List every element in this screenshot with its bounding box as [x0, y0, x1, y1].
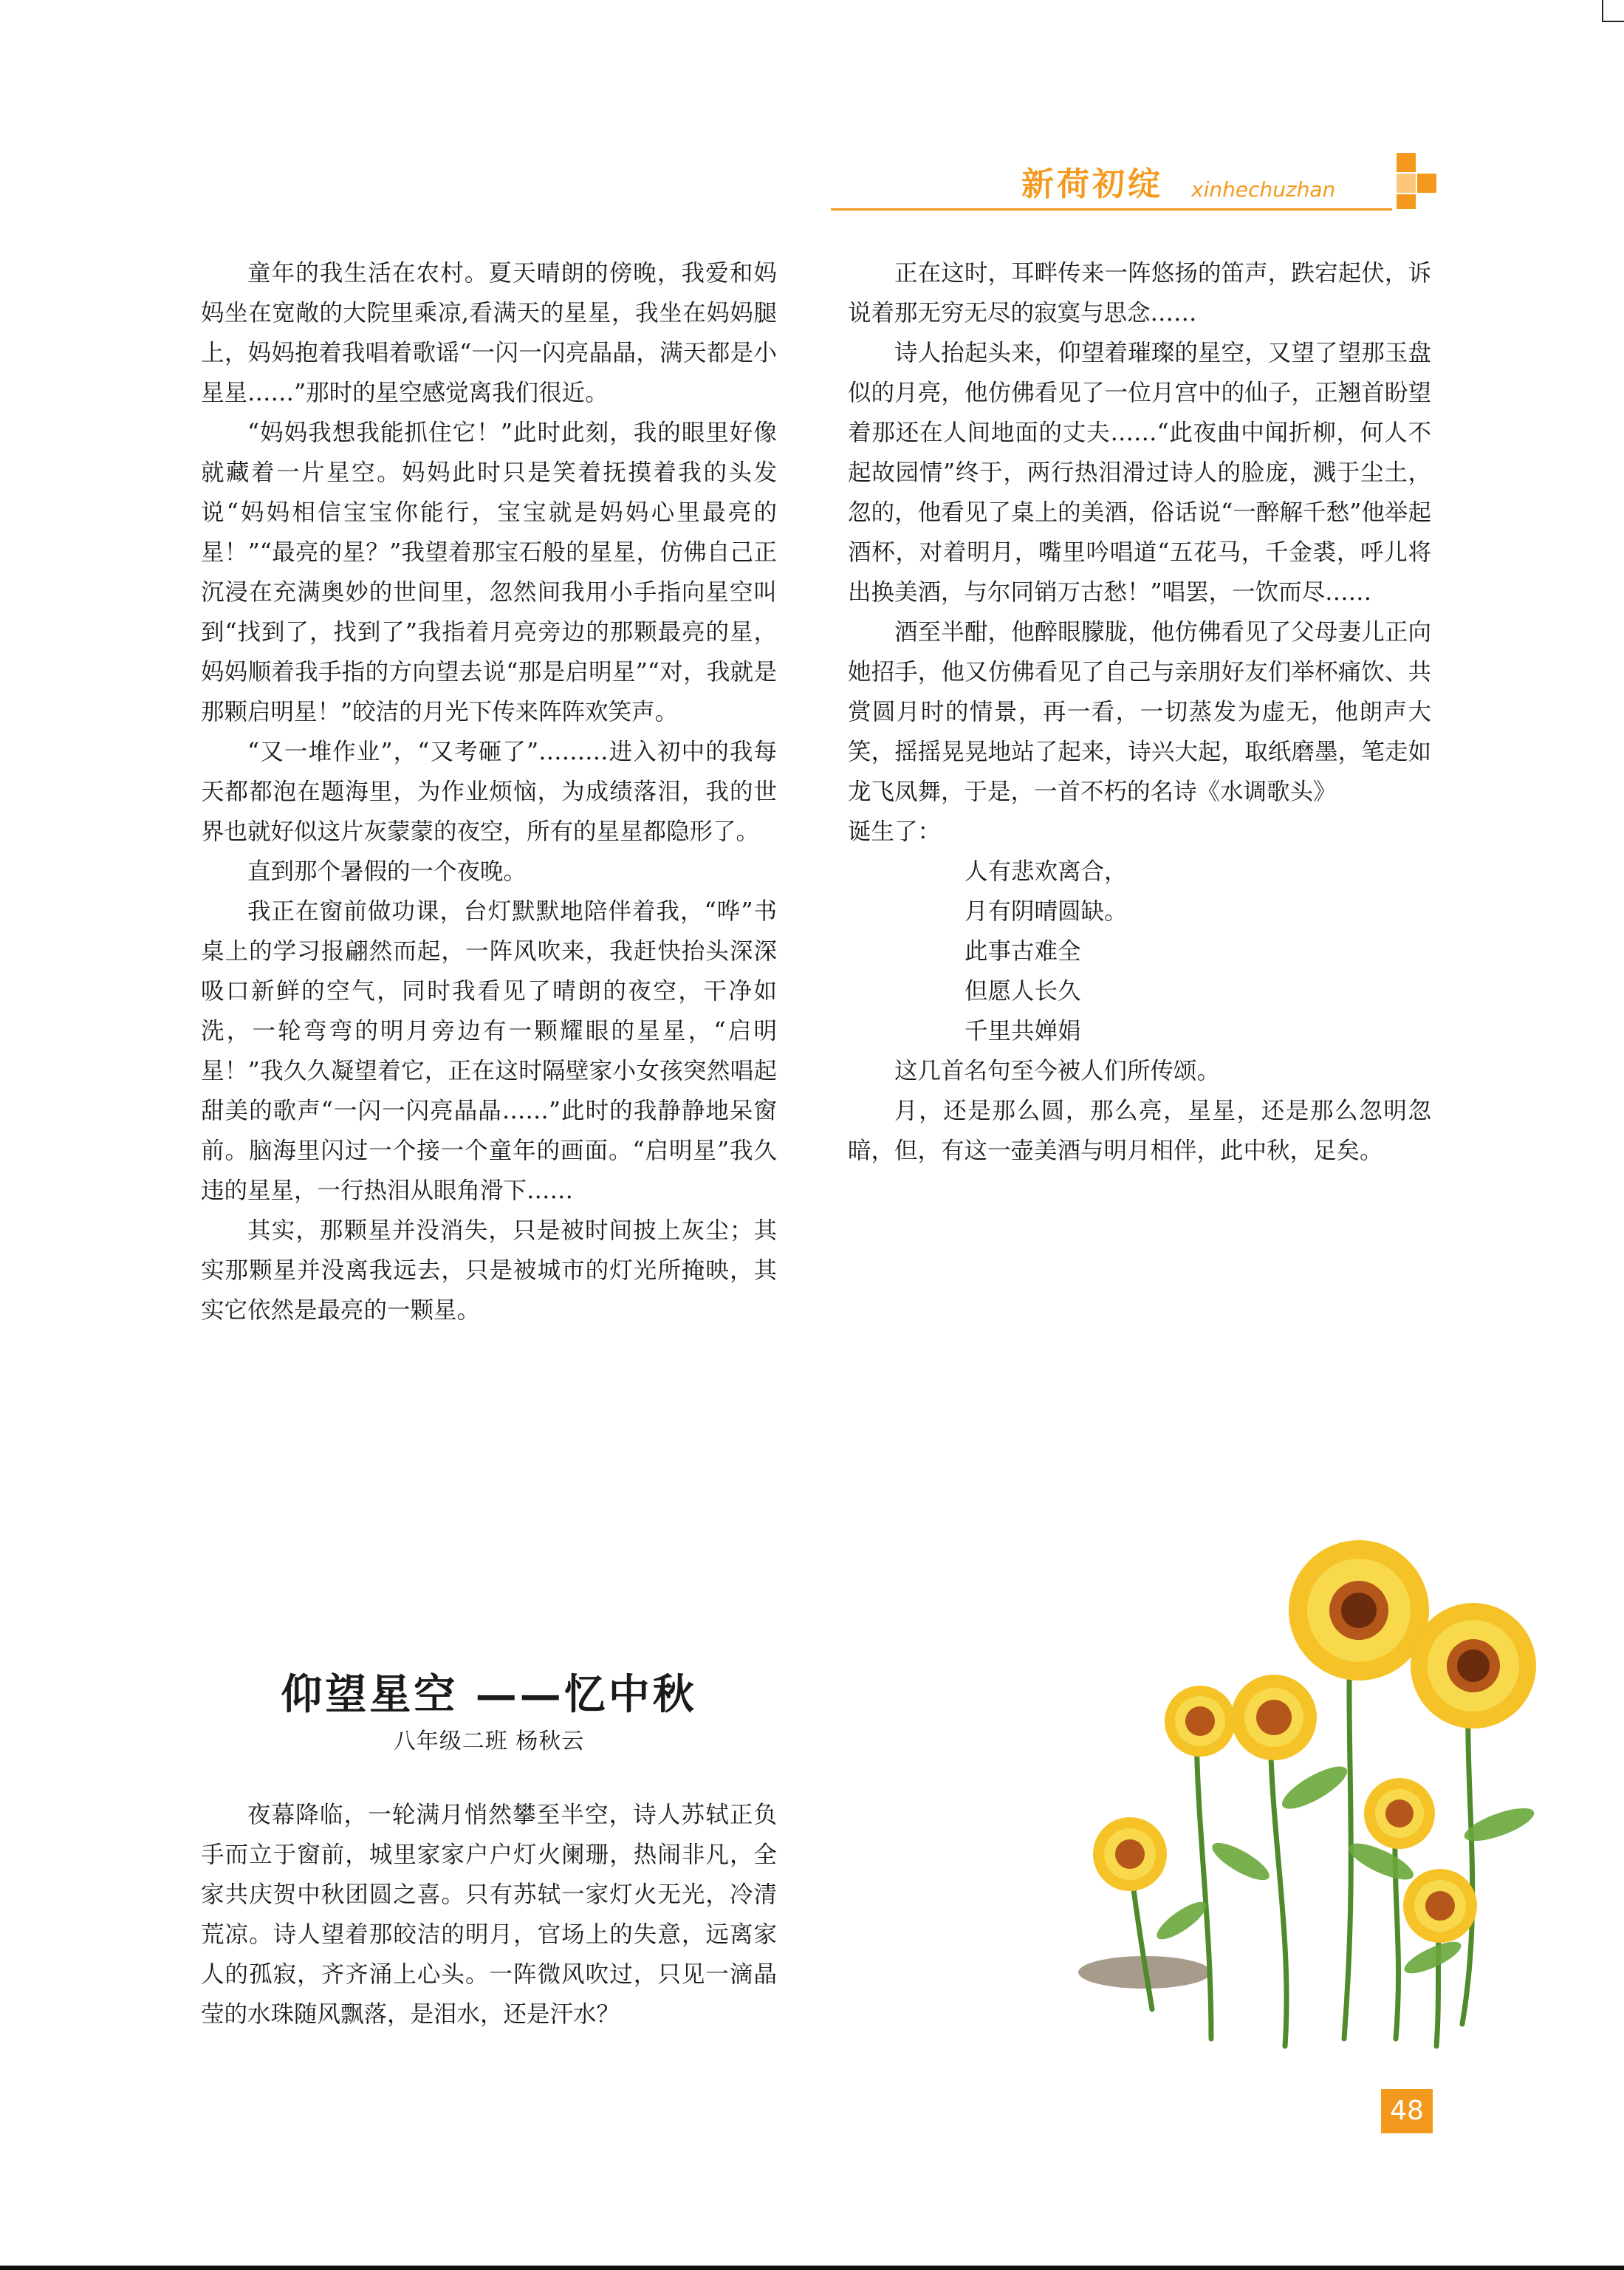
poem-line: 千里共婵娟 [965, 1018, 1081, 1045]
paragraph: 正在这时，耳畔传来一阵悠扬的笛声，跌宕起伏，诉说着那无穷无尽的寂寞与思念…… [848, 260, 1431, 327]
bottom-rule [0, 2266, 1624, 2270]
paragraph: 这几首名句至今被人们所传颂。 [894, 1058, 1221, 1084]
paragraph: 月，还是那么圆，那么亮，星星，还是那么忽明忽暗，但，有这一壶美酒与明月相伴，此中秋，足矣。 [848, 1098, 1431, 1164]
crop-mark [1602, 0, 1624, 22]
poem-line: 月有阴晴圆缺。 [965, 898, 1128, 925]
article-intro [201, 1795, 777, 2034]
paragraph: 童年的我生活在农村。夏天晴朗的傍晚，我爱和妈妈坐在宽敞的大院里乘凉,看满天的星星，我坐在妈妈腿上，妈妈抱着我唱着歌谣“一闪一闪亮晶晶，满天都是小星星……”那时的星空感觉离我们很近。 [201, 260, 777, 406]
paragraph: 酒至半酣，他醉眼朦胧，他仿佛看见了父母妻儿正向她招手，他又仿佛看见了自己与亲朋好友们举杯痛饮、共赏圆月时的情景，再一看，一切蒸发为虚无，他朗声大笑，摇摇晃晃地站了起来，诗兴大起，取纸磨墨，笔走如龙飞凤舞，于是，一首不朽的名诗《水调歌头》 [848, 619, 1431, 805]
poem-line: 人有悲欢离合， [965, 858, 1128, 885]
header-squares-icon [1392, 153, 1459, 212]
paragraph: “妈妈我想我能抓住它！”此时此刻，我的眼里好像就藏着一片星空。妈妈此时只是笑着抚摸着我的头发说“妈妈相信宝宝你能行，宝宝就是妈妈心里最亮的星！”“最亮的星？”我望着那宝石般的星星，仿佛自己正沉浸在充满奥妙的世间里，忽然间我用小手指向星空叫到“找到了，找到了”我指着月亮旁边的那颗最亮的星，妈妈顺着我手指的方向望去说“那是启明星”“对，我就是那颗启明星！”皎洁的月光下传来阵阵欢笑声。 [201, 420, 777, 725]
right-column-essay [848, 253, 1431, 1171]
paragraph: 直到那个暑假的一个夜晚。 [247, 858, 527, 885]
article-author: 八年级二班 杨秋云 [393, 1729, 585, 1754]
paragraph: 我正在窗前做功课，台灯默默地陪伴着我，“哗”书桌上的学习报翩然而起，一阵风吹来，我赶快抬头深深吸口新鲜的空气，同时我看见了晴朗的夜空，干净如洗，一轮弯弯的明月旁边有一颗耀眼的星星，“启明星！”我久久凝望着它，正在这时隔壁家小女孩突然唱起甜美的歌声“一闪一闪亮晶晶……”此时的我静静地呆窗前。脑海里闪过一个接一个童年的画面。“启明星”我久违的星星，一行热泪从眼角滑下…… [201, 898, 777, 1204]
section-header [831, 151, 1562, 218]
paragraph: 夜幕降临，一轮满月悄然攀至半空，诗人苏轼正负手而立于窗前，城里家家户户灯火阑珊，热闹非凡，全家共庆贺中秋团圆之喜。只有苏轼一家灯火无光，冷清荒凉。诗人望着那皎洁的明月，官场上的失意，远离家人的孤寂，齐齐涌上心头。一阵微风吹过，只见一滴晶莹的水珠随风飘落，是泪水，还是汗水？ [201, 1802, 777, 2028]
paragraph: 诞生了： [848, 818, 942, 845]
page-number: 48 [1381, 2089, 1433, 2133]
left-column-essay [201, 253, 777, 1330]
poem-line: 但愿人长久 [965, 978, 1081, 1005]
section-subtitle: xinhechuzhan [1191, 177, 1336, 202]
paragraph: 其实，那颗星并没消失，只是被时间披上灰尘；其实那颗星并没离我远去，只是被城市的灯光所掩映，其实它依然是最亮的一颗星。 [201, 1217, 777, 1324]
poem-line: 此事古难全 [965, 938, 1081, 965]
sunflowers-illustration [1049, 1477, 1566, 2068]
poem-quote [848, 852, 1431, 1051]
section-title: 新荷初绽 [1021, 165, 1163, 203]
paragraph: 诗人抬起头来，仰望着璀璨的星空，又望了望那玉盘似的月亮，他仿佛看见了一位月宫中的仙子，正翘首盼望着那还在人间地面的丈夫……“此夜曲中闻折柳，何人不起故园情”终于，两行热泪滑过诗人的脸庞，溅于尘土，忽的，他看见了桌上的美酒，俗话说“一醉解千愁”他举起酒杯，对着明月，嘴里吟唱道“五花马，千金裘，呼儿将出换美酒，与尔同销万古愁！”唱罢，一饮而尽…… [848, 340, 1431, 606]
header-rule [831, 208, 1392, 211]
article-title: 仰望星空 ——忆中秋 [281, 1670, 697, 1719]
paragraph: “又一堆作业”，“又考砸了”………进入初中的我每天都都泡在题海里，为作业烦恼，为成绩落泪，我的世界也就好似这片灰蒙蒙的夜空，所有的星星都隐形了。 [201, 739, 777, 845]
